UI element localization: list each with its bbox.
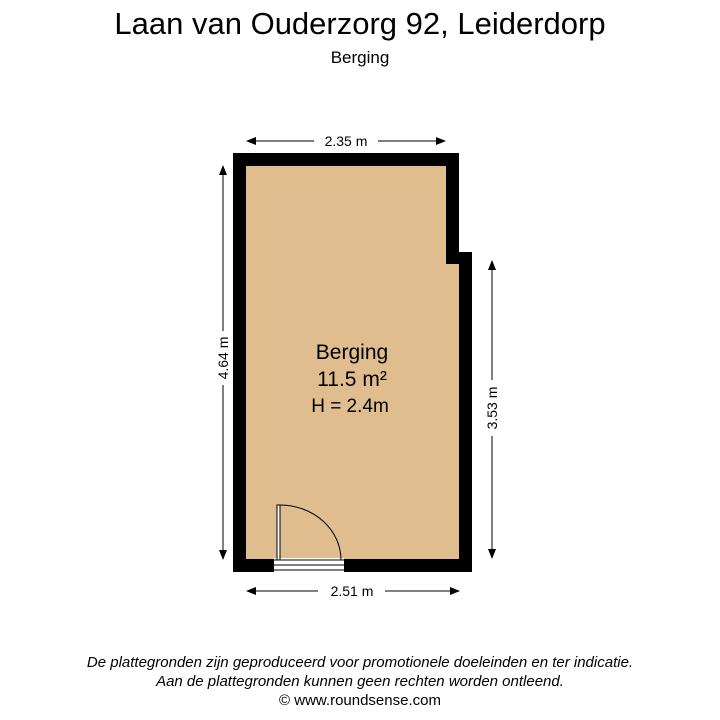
page-title: Laan van Ouderzorg 92, Leiderdorp [114,6,606,41]
dimension-top [247,133,445,149]
dimension-left [215,166,231,559]
room-area: 11.5 m² [317,368,387,391]
disclaimer-line-2: Aan de plattegronden kunnen geen rechten worden ontleend. [156,673,564,690]
dimension-bottom-label: 2.51 m [330,583,374,599]
dimension-right [484,261,500,558]
dimension-top-label: 2.35 m [324,133,368,149]
dimension-bottom [247,583,459,599]
copyright: © www.roundsense.com [279,692,441,709]
disclaimer [0,653,720,710]
floor-name: Berging [330,48,390,67]
disclaimer-line-1: De plattegronden zijn geproduceerd voor promotionele doeleinden en ter indicatie. [86,654,634,671]
dimension-left-label: 4.64 m [215,336,231,380]
dimension-right-label: 3.53 m [484,386,500,430]
room-name: Berging [315,341,389,364]
room-height: H = 2.4m [311,396,389,417]
